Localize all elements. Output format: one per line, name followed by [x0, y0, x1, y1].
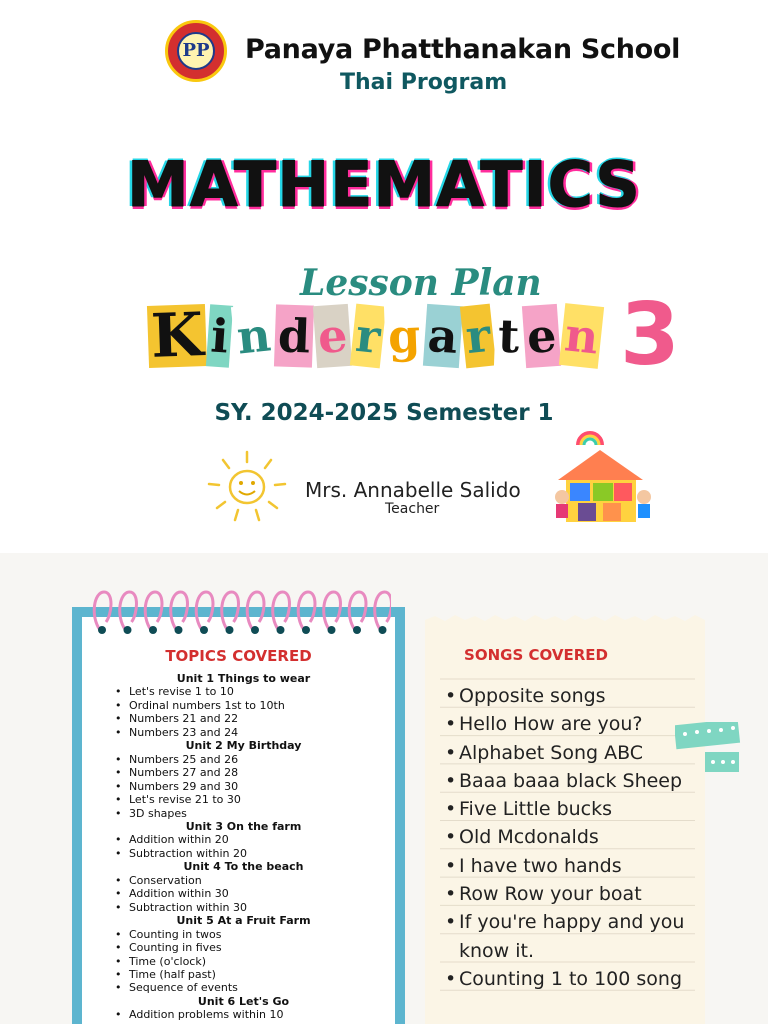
topic-item: • Numbers 27 and 28 [129, 766, 391, 779]
ring-hole [277, 626, 285, 634]
grade-word-letter: t [494, 305, 523, 368]
kids-house-illustration [548, 425, 658, 525]
lesson-plan-label: Lesson Plan [300, 262, 542, 304]
teacher-name: Mrs. Annabelle Salido [305, 478, 521, 502]
topic-item: • Time (o'clock) [129, 955, 391, 968]
topics-title: TOPICS COVERED [165, 647, 312, 665]
school-year: SY. 2024-2025 Semester 1 [214, 400, 554, 426]
topic-item: • Counting in twos [129, 928, 391, 941]
ring [145, 592, 162, 630]
unit-heading: Unit 1 Things to wear [176, 672, 311, 685]
unit-heading: Unit 4 To the beach [183, 860, 304, 874]
topic-item: • Ordinal numbers 1st to 10th [129, 699, 391, 712]
topic-item: • Subtraction within 30 [129, 901, 391, 914]
songs-list [445, 682, 695, 993]
topic-item: • Numbers 21 and 22 [129, 712, 391, 725]
topic-item: • Addition within 30 [129, 887, 391, 900]
grade-word-letter: n [231, 303, 277, 369]
topic-item: • Numbers 23 and 24 [129, 726, 391, 739]
notebook-rings [86, 586, 391, 638]
grade-word-letter: r [460, 304, 497, 369]
grade-word-letter: i [206, 304, 234, 367]
ring [273, 592, 290, 630]
topic-item: • Addition problems within 10 [129, 1008, 391, 1021]
unit-heading: Unit 2 My Birthday [185, 739, 302, 753]
song-item: • I have two hands [445, 852, 695, 880]
unit-heading: Unit 5 At a Fruit Farm [176, 914, 311, 928]
ring [94, 592, 111, 630]
ring [298, 592, 315, 630]
school-logo: PP [165, 20, 227, 82]
topic-item: • Numbers 25 and 26 [129, 753, 391, 766]
ring [375, 592, 391, 630]
grade-word-letter: r [349, 304, 386, 369]
grade-word-letter: K [147, 304, 207, 368]
ring [120, 592, 137, 630]
washi-tape [675, 722, 741, 774]
ring [247, 592, 264, 630]
topic-item: • Conservation [129, 874, 391, 887]
ring-hole [200, 626, 208, 634]
topic-item: • Let's revise 21 to 30 [129, 793, 391, 806]
ring-hole [379, 626, 387, 634]
topic-item: • Subtraction within 20 [129, 847, 391, 860]
topic-item: • Sequence of events [129, 981, 391, 994]
ring-hole [124, 626, 132, 634]
grade-word-letter: e [313, 304, 353, 368]
grade-word [148, 296, 603, 376]
topic-item: • Numbers 29 and 30 [129, 780, 391, 793]
grade-number: 3 [620, 285, 680, 385]
ring-hole [175, 626, 183, 634]
grade-word-letter: n [558, 303, 604, 369]
song-item: • Row Row your boat [445, 880, 695, 908]
ring [349, 592, 366, 630]
song-item: • Opposite songs [445, 682, 695, 710]
ring-hole [328, 626, 336, 634]
ring-hole [149, 626, 157, 634]
program-name: Thai Program [340, 70, 508, 95]
ring [171, 592, 188, 630]
ring [324, 592, 341, 630]
ring [196, 592, 213, 630]
ring-hole [226, 626, 234, 634]
document-title: MATHEMATICS [127, 148, 641, 221]
ring-hole [302, 626, 310, 634]
topic-item: • Addition within 20 [129, 833, 391, 846]
topic-item: • Counting in fives [129, 941, 391, 954]
song-item: • Hello How are you? [445, 710, 695, 738]
song-item: • Five Little bucks [445, 795, 695, 823]
school-name: Panaya Phatthanakan School [245, 34, 681, 65]
ring [222, 592, 239, 630]
grade-word-letter: d [274, 304, 314, 367]
topic-item: • 3D shapes [129, 807, 391, 820]
song-item: • If you're happy and you know it. [445, 908, 695, 965]
songs-title: SONGS COVERED [464, 646, 608, 664]
song-item: • Alphabet Song ABC [445, 739, 695, 767]
unit-heading: Unit 6 Let's Go [197, 994, 290, 1008]
ring-hole [98, 626, 106, 634]
teacher-role: Teacher [385, 501, 440, 517]
ring-hole [251, 626, 259, 634]
song-item: • Counting 1 to 100 song [445, 965, 695, 993]
sun-icon [205, 448, 290, 528]
song-item: • Baaa baaa black Sheep [445, 767, 695, 795]
ring-hole [353, 626, 361, 634]
topic-item: • Time (half past) [129, 968, 391, 981]
grade-word-letter: e [522, 304, 562, 368]
unit-heading: Unit 3 On the farm [185, 819, 302, 833]
topic-item: • Let's revise 1 to 10 [129, 685, 391, 698]
grade-word-letter: a [423, 304, 463, 368]
topics-list [96, 672, 391, 1022]
grade-word-letter: g [384, 304, 424, 367]
song-item: • Old Mcdonalds [445, 823, 695, 851]
